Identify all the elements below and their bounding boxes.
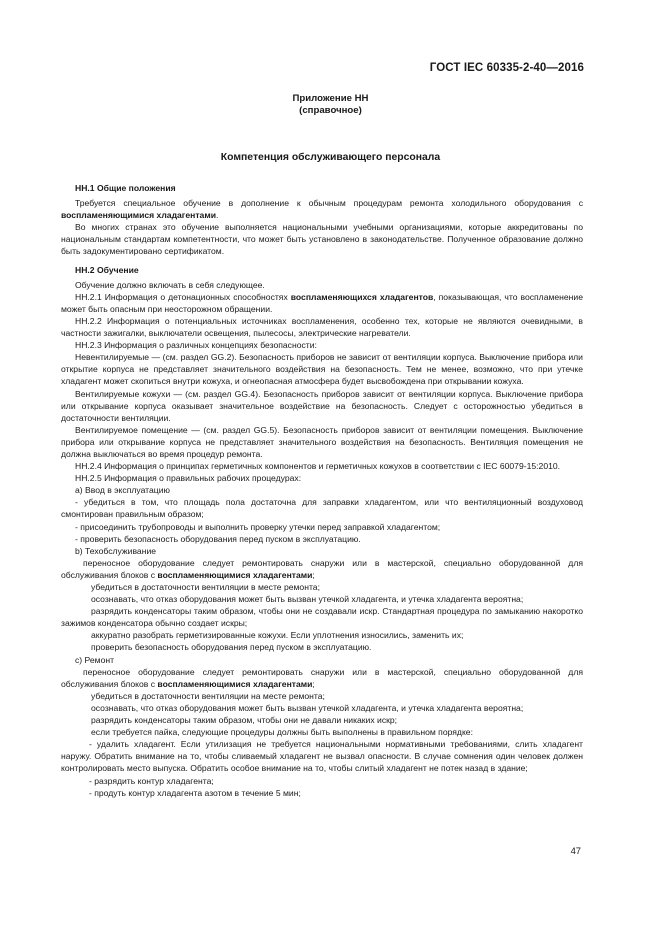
bold-term: воспламеняющимися хладагентами <box>157 569 313 580</box>
list-item: если требуется пайка, следующие процедуры должны быть выполнены в правильном порядке: <box>91 727 473 738</box>
text-run: . <box>215 210 219 221</box>
paragraph: НН.2.5 Информация о правильных рабочих процедурах: <box>75 473 302 484</box>
paragraph: Во многих странах это обучение выполняется национальными учебными организациями, которые аккредитованы по национальным стандартам компетентности, что может быть установлено в законодательстве. Полученное образование должно быть задокументировано сертификатом. <box>61 222 583 257</box>
list-item: разрядить конденсаторы таким образом, чтобы они не давали никаких искр; <box>91 715 398 726</box>
list-item: - удалить хладагент. Если утилизация не требуется национальными нормативными требованиями, слить хладагент наружу. Обратить внимание на то, чтобы сливаемый хладагент не вызвал опасности. В случае сомнения один человек должен контролировать место выпуска. Обратить особое внимание на то, чтобы слитый хладагент не потек назад в здание; <box>61 739 583 774</box>
list-item: разрядить конденсаторы таким образом, чтобы они не создавали искр. Стандартная процедура по замыканию накоротко зажимов конденсатора обычно создает искры; <box>61 606 583 629</box>
paragraph: НН.2.2 Информация о потенциальных источниках воспламенения, особенно тех, которые не являются очевидными, в частности зажигалки, выключатели освещения, пылесосы, электрические нагреватели. <box>61 315 583 339</box>
list-item: аккуратно разобрать герметизированные кожухи. Если уплотнения износились, заменить их; <box>91 630 464 641</box>
section-heading-hh2: НН.2 Обучение <box>75 264 139 275</box>
paragraph: НН.2.3 Информация о различных концепциях безопасности: <box>75 340 317 351</box>
text-run: ; <box>312 569 315 580</box>
list-item: - разрядить контур хладагента; <box>89 775 214 786</box>
bold-term: воспламеняющихся хладагентов <box>290 291 434 302</box>
text-run: ; <box>312 678 315 689</box>
list-label-b: b) Техобслуживание <box>75 545 157 556</box>
text-run: , показывающая, что воспламенение может быть опасным при неосторожном обращении. <box>61 291 584 314</box>
list-item: - проверить безопасность оборудования перед пуском в эксплуатацию. <box>75 533 361 544</box>
list-item: убедиться в достаточности вентиляции на месте ремонта; <box>91 690 325 701</box>
list-item: проверить безопасность оборудования перед пуском в эксплуатацию. <box>91 642 372 653</box>
list-label-a: a) Ввод в эксплуатацию <box>75 485 170 496</box>
list-item: осознавать, что отказ оборудования может быть вызван утечкой хладагента, и утечка хладагента вероятна; <box>91 594 524 605</box>
paragraph: Вентилируемые кожухи — (см. раздел GG.4). Безопасность приборов зависит от вентиляции корпуса. Выключение прибора или открывание корпуса оказывает значительное воздействие на безопасность. Следует с осторожностью убедиться в достаточности вентиляции. <box>61 388 583 423</box>
paragraph <box>61 197 583 221</box>
list-item: - убедиться в том, что площадь пола достаточна для заправки хладагентом, или что вентиляционный воздуховод смонтирован правильным образом; <box>61 497 583 520</box>
list-item: осознавать, что отказ оборудования может быть вызван утечкой хладагента, и утечка хладагента вероятна; <box>91 702 524 713</box>
document-title: Компетенция обслуживающего персонала <box>220 152 441 163</box>
page-number: 47 <box>570 845 581 856</box>
text-run: переносное оборудование следует ремонтировать снаружи или в мастерской, специально оборудованной для обслуживания блоков с <box>61 557 583 580</box>
paragraph: Вентилируемое помещение — (см. раздел GG.5). Безопасность приборов зависит от вентиляции помещения. Выключение прибора или открывание корпуса не представляет значительного воздействия на безопасность. Вентиляция помещения не должна выключаться во время процедур ремонта. <box>61 424 583 459</box>
annex-block <box>0 93 661 117</box>
bold-term: воспламеняющимися хладагентами <box>157 678 313 689</box>
paragraph <box>61 291 583 315</box>
list-item <box>61 666 583 690</box>
list-item: убедиться в достаточности вентиляции в месте ремонта; <box>91 582 320 592</box>
paragraph: Невентилируемые — (см. раздел GG.2). Безопасность приборов не зависит от вентиляции корпуса. Выключение прибора или открытие корпуса не представляет значительного воздействия на безопасность. Тем не менее, возможно, что при утечке хладагент может скопиться внутри кожуха, и огнеопасная атмосфера будет высвобождена при открывании кожуха. <box>61 352 583 387</box>
paragraph: Обучение должно включать в себя следующее. <box>75 279 265 290</box>
list-label-c: c) Ремонт <box>75 654 115 665</box>
text-run: Требуется специальное обучение в дополнение к обычным процедурам ремонта холодильного оборудования с <box>75 198 583 209</box>
text-run: НН.2.1 Информация о детонационных способностях <box>75 291 291 302</box>
annex-title: Приложение НН <box>292 93 369 104</box>
section-heading-hh1: НН.1 Общие положения <box>75 183 176 193</box>
text-run: переносное оборудование следует ремонтировать снаружи или в мастерской, специально оборудованной для обслуживания блоков с <box>61 666 583 689</box>
standard-id: ГОСТ IEC 60335-2-40—2016 <box>429 62 584 74</box>
list-item: - продуть контур хладагента азотом в течение 5 мин; <box>89 787 301 798</box>
list-item: - присоединить трубопроводы и выполнить проверку утечки перед заправкой хладагентом; <box>75 521 441 532</box>
document-body <box>61 182 583 799</box>
list-item <box>61 557 583 581</box>
annex-note: (справочное) <box>299 105 362 116</box>
bold-term: воспламеняющимися хладагентами <box>61 210 216 221</box>
paragraph: НН.2.4 Информация о принципах герметичных компонентов и герметичных кожухов в соответствии с IEC 60079-15:2010. <box>75 461 561 472</box>
